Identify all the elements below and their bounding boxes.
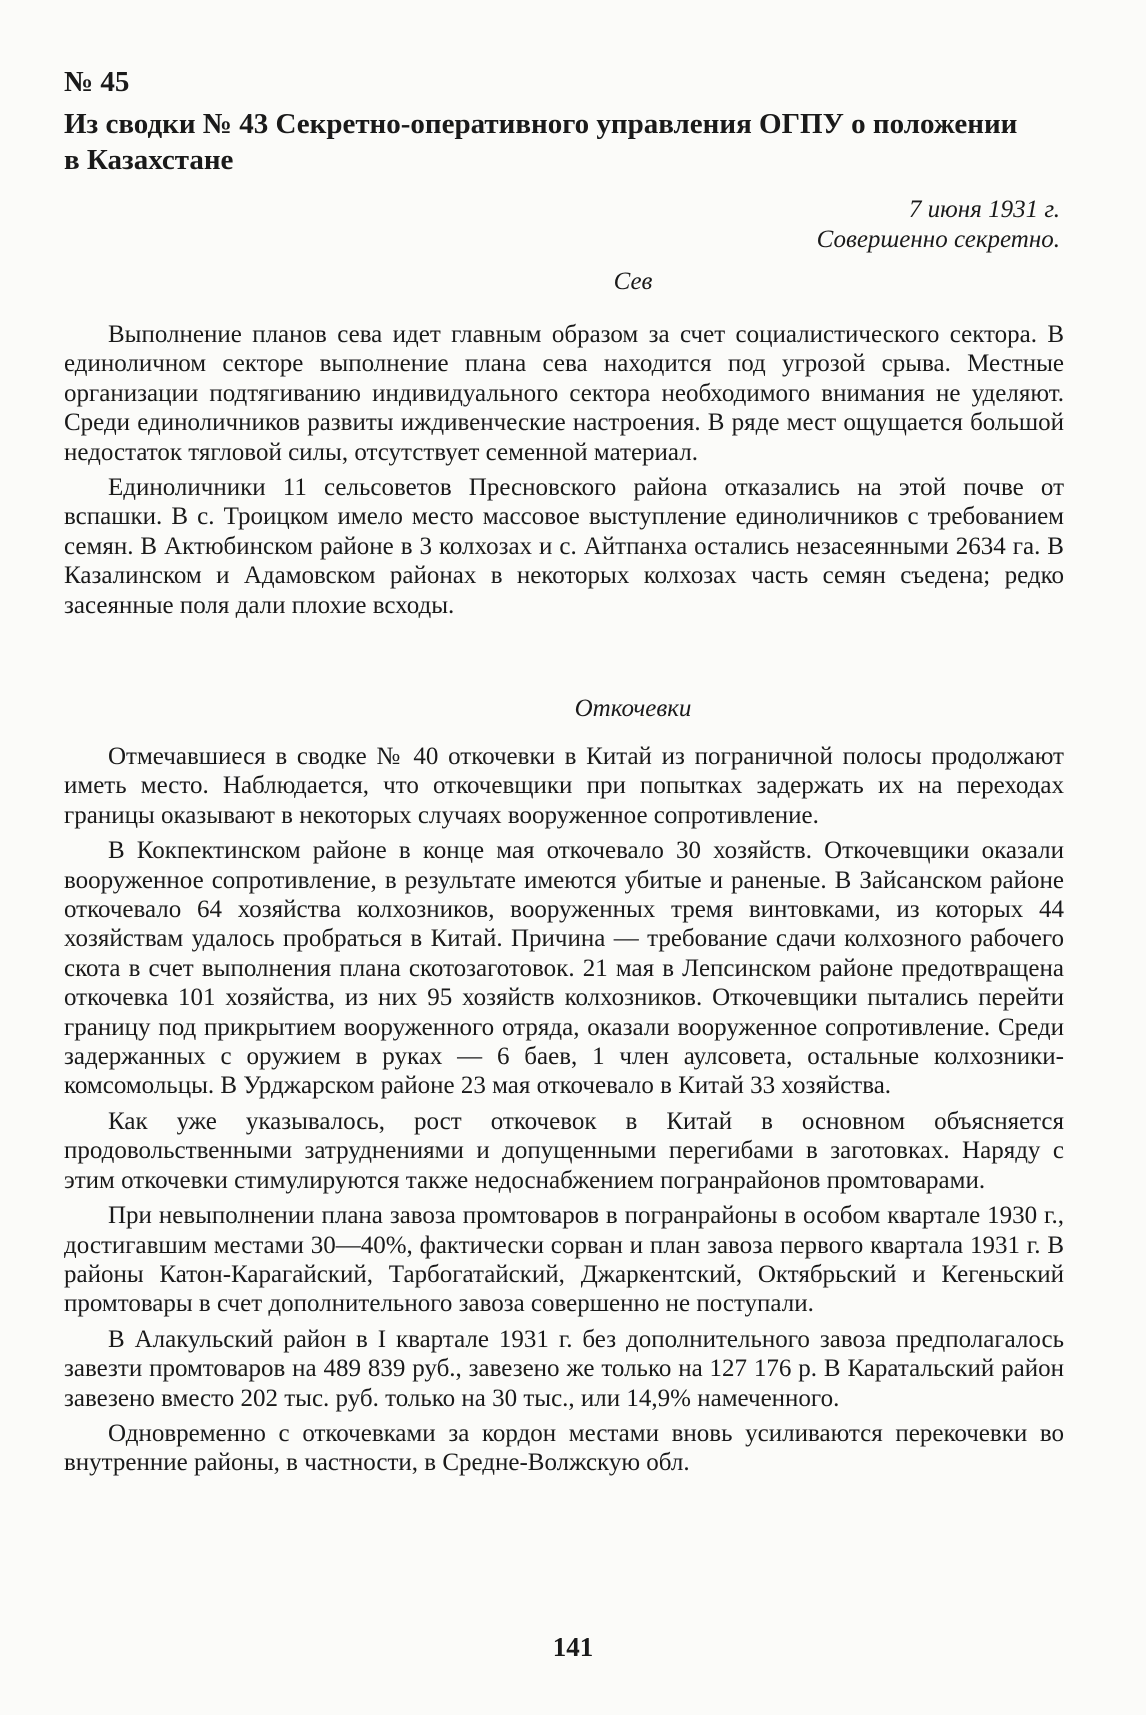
document-number: № 45 xyxy=(64,66,130,98)
paragraph: При невыполнении плана завоза промтоваров в погранрайоны в особом квартале 1930 г., достигавшим местами 30—40%, фактически сорван и план завоза первого квартала 1931 г. В районы Катон-Карагайский, Тарбогатайский, Джаркентский, Октябрьский и Кегеньский промтовары в счет дополнительного завоза совершенно не поступали. xyxy=(64,1202,1064,1318)
section-body-sowing xyxy=(64,320,1064,626)
document-title: Из сводки № 43 Секретно-оперативного управления ОГПУ о положении в Казахстане xyxy=(64,108,1018,176)
paragraph: В Алакульский район в I квартале 1931 г. без дополнительного завоза предполагалось завезти промтоваров на 489 839 руб., завезено же только на 127 176 р. В Каратальский район завезено вместо 202 тыс. руб. только на 30 тыс., или 14,9% намеченного. xyxy=(64,1325,1064,1412)
section-body-migrations xyxy=(64,742,1064,1484)
paragraph: Отмечавшиеся в сводке № 40 откочевки в Китай из пограничной полосы продолжают иметь место. Наблюдается, что откочевщики при попытках задержать их на переходах границы оказывают в некоторых случаях вооруженное сопротивление. xyxy=(64,743,1064,829)
paragraph: Выполнение планов сева идет главным образом за счет социалистического сектора. В единоличном секторе выполнение плана сева находится под угрозой срыва. Местные организации подтягиванию индивидуального сектора необходимого внимания не уделяют. Среди единоличников развиты иждивенческие настроения. В ряде мест ощущается большой недостаток тягловой силы, отсутствует семенной материал. xyxy=(64,321,1064,466)
paragraph: В Кокпектинском районе в конце мая откочевало 30 хозяйств. Откочевщики оказали вооруженное сопротивление, в результате имеются убитые и раненые. В Зайсанском районе откочевало 64 хозяйства колхозников, вооруженных тремя винтовками, из которых 44 хозяйствам удалось пробраться в Китай. Причина — требование сдачи колхозного рабочего скота в счет выполнения плана скотозаготовок. 21 мая в Лепсинском районе предотвращена откочевка 101 хозяйства, из них 95 хозяйств колхозников. Откочевщики пытались перейти границу под прикрытием вооруженного отряда, оказали вооруженное сопротивление. Среди задержанных с оружием в руках — 6 баев, 1 член аулсовета, остальные колхозники-комсомольцы. В Урджарском районе 23 мая откочевало в Китай 33 хозяйства. xyxy=(64,837,1064,1100)
paragraph: Как уже указывалось, рост откочевок в Китай в основном объясняется продовольственными затруднениями и допущенными перегибами в заготовках. Наряду с этим откочевки стимулируются также недоснабжением погранрайонов промтоварами. xyxy=(64,1107,1064,1194)
document-date: 7 июня 1931 г. xyxy=(908,196,1060,223)
page-number: 141 xyxy=(552,1632,594,1662)
secrecy-mark: Совершенно секретно. xyxy=(816,226,1060,253)
paragraph: Единоличники 11 сельсоветов Пресновского района отказались на этой почве от вспашки. В с. Троицком имело место массовое выступление единоличников с требованием семян. В Актюбинском районе в 3 колхозах и с. Айтпанха остались незасеянными 2634 га. В Казалинском и Адамовском районах в некоторых колхозах часть семян съедена; редко засеянные поля дали плохие всходы. xyxy=(64,474,1064,619)
section-heading-sowing: Сев xyxy=(613,268,653,295)
paragraph: Одновременно с откочевками за кордон местами вновь усиливаются перекочевки во внутренние районы, в частности, в Средне-Волжскую обл. xyxy=(64,1419,1064,1477)
section-heading-migrations: Откочевки xyxy=(574,695,692,722)
